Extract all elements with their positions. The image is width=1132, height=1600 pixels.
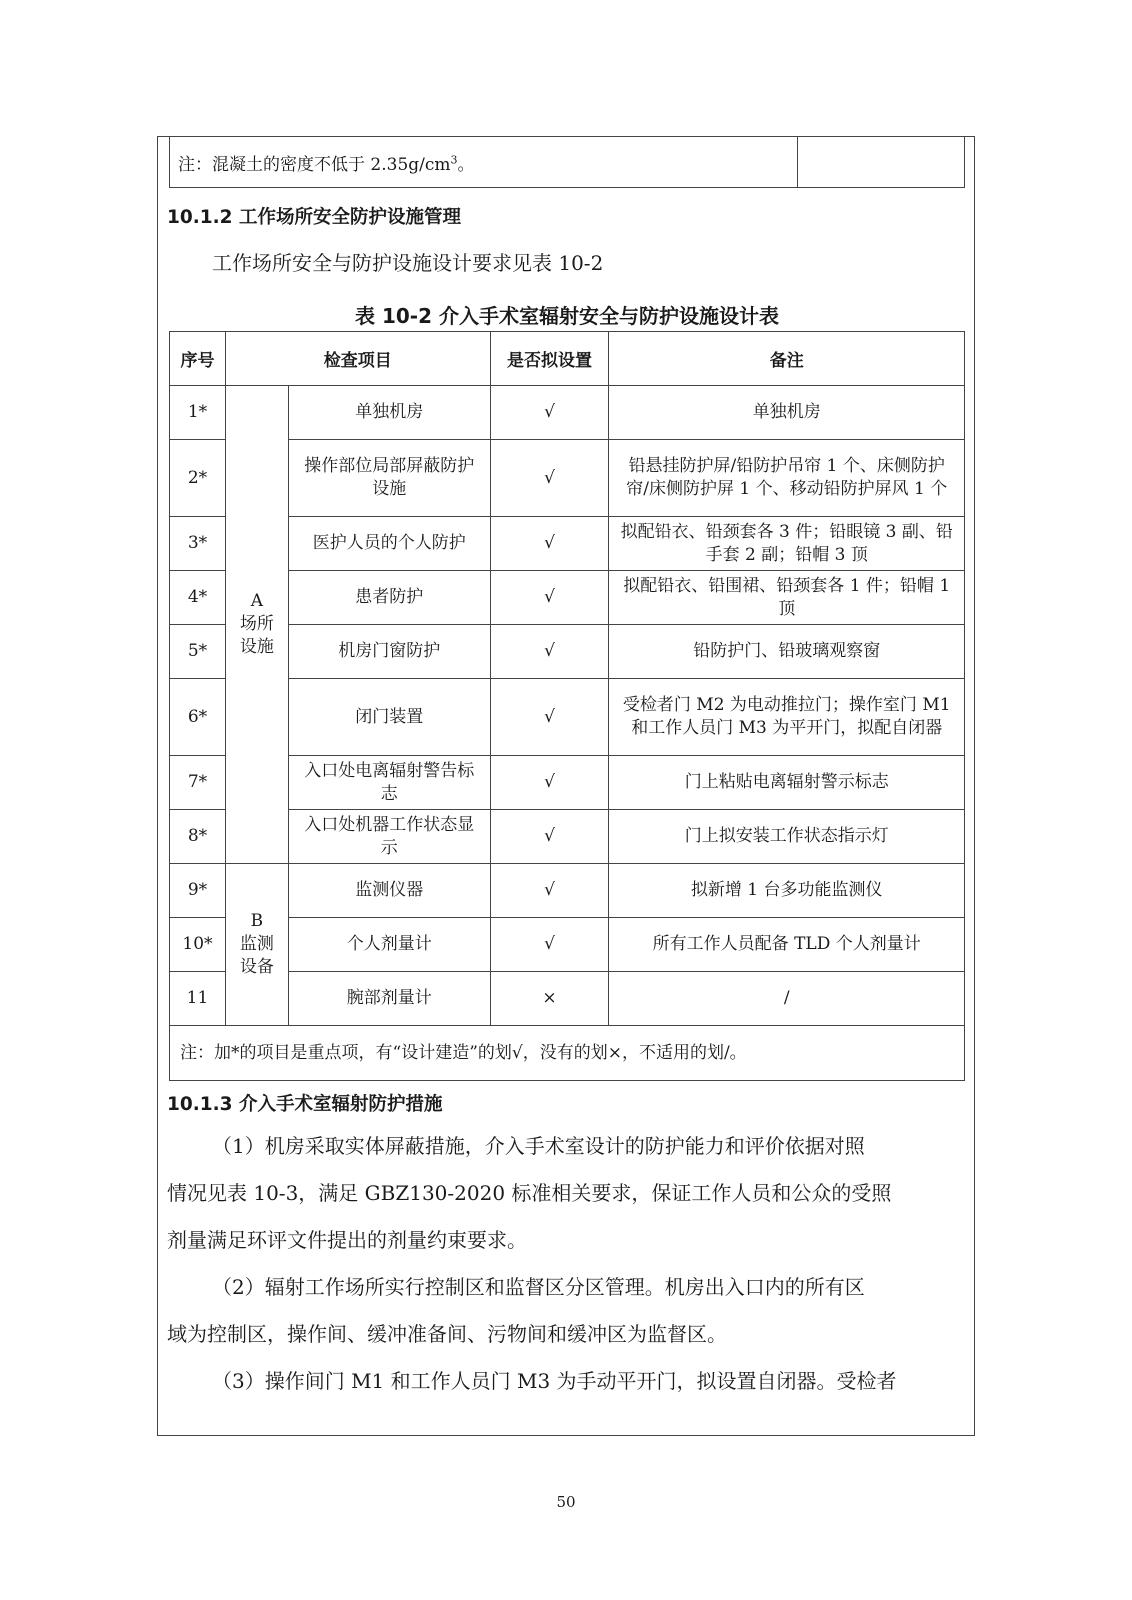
table-row: [170, 517, 965, 571]
paragraph-2-line-2: 域为控制区，操作间、缓冲准备间、污物间和缓冲区为监督区。: [167, 1322, 727, 1346]
row-item: 监测仪器: [288, 864, 490, 918]
group-label: [225, 864, 288, 1026]
group-label-line: 设备: [239, 956, 274, 977]
row-no: 10*: [170, 918, 226, 972]
row-item: 医护人员的个人防护: [288, 517, 490, 571]
paragraph-1-line-3: 剂量满足环评文件提出的剂量约束要求。: [167, 1228, 527, 1252]
row-remark: 拟新增 1 台多功能监测仪: [609, 864, 965, 918]
row-item: 单独机房: [288, 386, 490, 440]
table-footnote-row: [170, 1026, 965, 1081]
row-remark: 拟配铅衣、铅颈套各 3 件；铅眼镜 3 副、铅手套 2 副；铅帽 3 顶: [609, 517, 965, 571]
row-remark: 铅悬挂防护屏/铅防护吊帘 1 个、床侧防护帘/床侧防护屏 1 个、移动铅防护屏风 1 个: [609, 440, 965, 517]
top-note-text: 注：混凝土的密度不低于 2.35g/cm: [178, 154, 451, 175]
row-no: 3*: [170, 517, 226, 571]
row-item: 腕部剂量计: [288, 972, 490, 1026]
row-no: 2*: [170, 440, 226, 517]
row-planned: √: [490, 756, 609, 810]
table-row: [170, 679, 965, 756]
group-label-line: 监测: [239, 934, 274, 955]
header-item: 检查项目: [225, 332, 490, 386]
row-remark: 门上拟安装工作状态指示灯: [609, 810, 965, 864]
row-remark: 拟配铅衣、铅围裙、铅颈套各 1 件；铅帽 1 顶: [609, 571, 965, 625]
table-row: [170, 386, 965, 440]
top-note-empty-cell: [798, 137, 965, 188]
section-heading-1013: 10.1.3 介入手术室辐射防护措施: [167, 1094, 443, 1115]
table-row: [170, 918, 965, 972]
table-row: [170, 440, 965, 517]
row-remark: /: [609, 972, 965, 1026]
row-item: 机房门窗防护: [288, 625, 490, 679]
paragraph-1-line-2: 情况见表 10-3，满足 GBZ130-2020 标准相关要求，保证工作人员和公众的受照: [167, 1181, 892, 1205]
row-planned: √: [490, 810, 609, 864]
row-item: 患者防护: [288, 571, 490, 625]
row-no: 4*: [170, 571, 226, 625]
header-planned: 是否拟设置: [490, 332, 609, 386]
table-row: [170, 864, 965, 918]
paragraph-3-line-1: （3）操作间门 M1 和工作人员门 M3 为手动平开门，拟设置自闭器。受检者: [212, 1369, 897, 1393]
section-intro-1012: 工作场所安全与防护设施设计要求见表 10-2: [212, 251, 604, 275]
top-note-tail: 。: [457, 154, 475, 175]
page-number: 50: [556, 1493, 576, 1511]
table-row: [170, 625, 965, 679]
table-caption: 表 10-2 介入手术室辐射安全与防护设施设计表: [355, 304, 779, 328]
group-label: [225, 386, 288, 864]
table-header-row: [170, 332, 965, 386]
row-planned: √: [490, 679, 609, 756]
row-item: 入口处电离辐射警告标志: [288, 756, 490, 810]
paragraph-2-line-1: （2）辐射工作场所实行控制区和监督区分区管理。机房出入口内的所有区: [212, 1275, 865, 1299]
group-label-line: 场所: [239, 614, 274, 635]
row-no: 5*: [170, 625, 226, 679]
row-remark: 受检者门 M2 为电动推拉门；操作室门 M1 和工作人员门 M3 为平开门，拟配自闭器: [609, 679, 965, 756]
row-remark: 铅防护门、铅玻璃观察窗: [609, 625, 965, 679]
row-item: 个人剂量计: [288, 918, 490, 972]
row-no: 7*: [170, 756, 226, 810]
table-row: [170, 571, 965, 625]
group-label-line: A: [250, 591, 264, 612]
row-no: 6*: [170, 679, 226, 756]
top-note-superscript: 3: [450, 152, 458, 166]
row-remark: 单独机房: [609, 386, 965, 440]
paragraph-1-line-1: （1）机房采取实体屏蔽措施，介入手术室设计的防护能力和评价依据对照: [212, 1134, 865, 1158]
row-no: 9*: [170, 864, 226, 918]
section-heading-1012: 10.1.2 工作场所安全防护设施管理: [167, 207, 461, 228]
row-no: 8*: [170, 810, 226, 864]
table-row: [170, 810, 965, 864]
top-note-table: [169, 136, 965, 188]
table-row: [170, 972, 965, 1026]
safety-facility-table: [169, 331, 965, 1081]
row-planned: ×: [490, 972, 609, 1026]
row-planned: √: [490, 440, 609, 517]
group-label-line: B: [250, 911, 264, 932]
group-label-line: 设施: [239, 636, 274, 657]
row-planned: √: [490, 386, 609, 440]
row-planned: √: [490, 918, 609, 972]
row-item: 入口处机器工作状态显示: [288, 810, 490, 864]
row-remark: 所有工作人员配备 TLD 个人剂量计: [609, 918, 965, 972]
table-row: [170, 756, 965, 810]
header-no: 序号: [170, 332, 226, 386]
row-no: 11: [170, 972, 226, 1026]
row-no: 1*: [170, 386, 226, 440]
top-note-cell: [170, 137, 798, 188]
row-planned: √: [490, 625, 609, 679]
row-planned: √: [490, 517, 609, 571]
row-planned: √: [490, 864, 609, 918]
row-item: 闭门装置: [288, 679, 490, 756]
row-remark: 门上粘贴电离辐射警示标志: [609, 756, 965, 810]
row-item: 操作部位局部屏蔽防护设施: [288, 440, 490, 517]
header-remark: 备注: [609, 332, 965, 386]
row-planned: √: [490, 571, 609, 625]
table-footnote: 注：加*的项目是重点项，有“设计建造”的划√，没有的划×，不适用的划/。: [170, 1026, 965, 1081]
